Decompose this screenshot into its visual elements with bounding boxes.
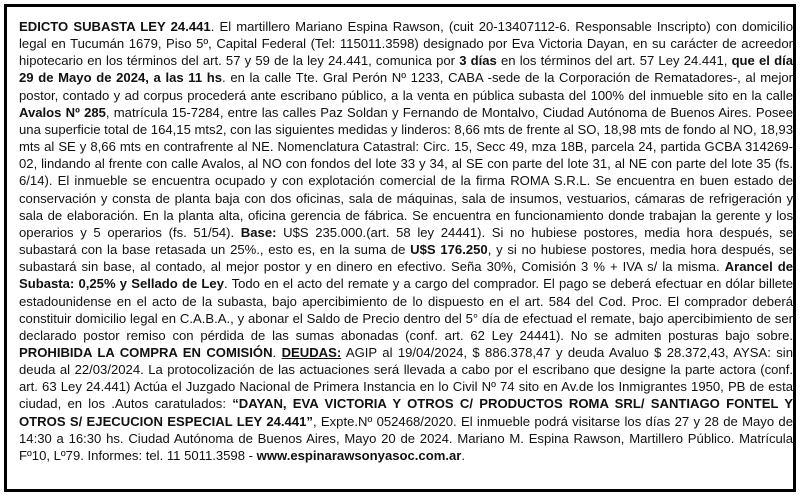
edict-text: AGIP al 19/04/2024, $ 886.378,47 y deuda Avaluo $ 28.372,43, AYSA: sin deuda al 22/03/2024. La protocolización de las actuaciones será llevada a cabo por el escribano que designe la parte actora (conf. art. 63 Ley 24.441) Actúa el Juzgado Nacional de Primera Instancia en lo Civil Nº 74 sito en Av.de los Inmigrantes 1950, PB de esta ciudad, en los .Autos caratulados: xyxy=(19,344,793,412)
commission-prohibition: PROHIBIDA LA COMPRA EN COMISIÓN xyxy=(19,344,273,360)
reduced-base: U$S 176.250 xyxy=(410,242,488,258)
edict-text: . Todo en el acto del remate y a cargo del comprador. El pago se deberá efectuar en dólar billete estadounidense en el acto de la subasta, bajo apercibimiento de lo dispuesto en el art. 584 del Cod. Proc. El comprador deberá constituir domicilio legal en C.A.B.A., y abonar el Saldo de Precio dentro del 5° día de efectuad el remate, bajo apercibimiento de ser declarado postor remiso con pérdida de las sumas abonadas (conf. art. 62 Ley 24441). No se admiten posturas bajo sobre. xyxy=(19,276,793,343)
case-caption: “DAYAN, EVA VICTORIA Y OTROS C/ PRODUCTOS ROMA SRL/ SANTIAGO FONTEL Y OTROS S/ EJECUCION ESPECIAL LEY 24.441” xyxy=(19,396,793,429)
edict-text: . El martillero Mariano Espina Rawson, (cuit 20-13407112-6. Responsable Inscripto) con domicilio legal en Tucumán 1679, Piso 5º, Capital Federal (Tel: 115011.3598) designado por Eva Victoria Dayan, en su carácter de acreedor hipotecario en los términos del art. 57 y 59 de la ley 24.441, comunica por xyxy=(19,19,793,69)
edict-text: en los términos del art. 57 Ley 24.441, xyxy=(496,53,732,69)
base-label: Base: xyxy=(240,224,277,240)
debts-label: DEUDAS: xyxy=(281,344,342,360)
edict-text: , y si no hubiese postores, media hora después, se subastará sin base, al contado, al mejor postor y en dinero en efectivo. Seña 30%, Comisión 3 % + IVA s/ la misma. xyxy=(19,242,793,275)
edict-text: U$S 235.000.(art. 58 ley 24441). Si no hubiese postores, media hora después, se subastará con la base retasada un 25%., esto es, en la suma de xyxy=(19,224,793,258)
edict-frame xyxy=(4,4,796,492)
auction-date: que el día 29 de Mayo de 2024, a las 11 hs xyxy=(19,53,794,86)
property-address: Avalos Nº 285 xyxy=(19,104,106,120)
edict-text: . xyxy=(461,447,466,463)
edict-text: . xyxy=(272,344,282,360)
edict-body xyxy=(19,18,793,464)
edict-text: , Expte.Nº 052468/2020. El inmueble podrá visitarse los días 27 y 28 de Mayo de 14:30 a 16:30 hs. Ciudad Autónoma de Buenos Aires, Mayo 20 de 2024. Mariano M. Espina Rawson, Martillero Público. Matrícula Fº10, Lº79. Informes: tel. 11 5011.3598 - xyxy=(19,413,793,463)
website-link[interactable]: www.espinarawsonyasoc.com.ar xyxy=(256,447,462,463)
edict-text: . en la calle Tte. Gral Perón Nº 1233, CABA -sede de la Corporación de Rematadores-, al mejor postor, contado y ad corpus procederá ante escribano público, a la venta en pública subasta del 100% del inmueble sito en la calle xyxy=(19,70,794,103)
publication-days: 3 días xyxy=(459,53,497,69)
edict-text: , matrícula 15-7284, entre las calles Paz Soldan y Fernando de Montalvo, Ciudad Autónoma de Buenos Aires. Posee una superficie total de 164,15 mts2, con las siguientes medidas y linderos: 8,66 mts de frente al SO, 18,98 mts de fondo al NO, 18,93 mts al SE y 8,66 mts en contrafrente al NE. Nomenclatura Catastral: Circ. 15, Secc 49, mza 18B, parcela 24, partida GCBA 314269-02, lindando al frente con calle Avalos, al NO con fondos del lote 33 y 34, al SE con parte del lote 31, al NE con parte del lote 35 (fs. 6/14). El inmueble se encuentra ocupado y con explotación comercial de la firma ROMA S.R.L. Se encuentra en buen estado de conservación y consta de planta baja con dos oficinas, sala de máquinas, sala de insumos, vestuarios, cámaras de refrigeración y sala de elaboración. En la planta alta, oficina gerencia de fábrica. Se encuentra en funcionamiento donde trabajan la gerente y los operarios y 5 operarios (fs. 51/54). xyxy=(19,104,793,240)
edict-heading: EDICTO SUBASTA LEY 24.441 xyxy=(19,19,211,34)
auction-fee: Arancel de Subasta: 0,25% y Sellado de Ley xyxy=(19,259,793,292)
